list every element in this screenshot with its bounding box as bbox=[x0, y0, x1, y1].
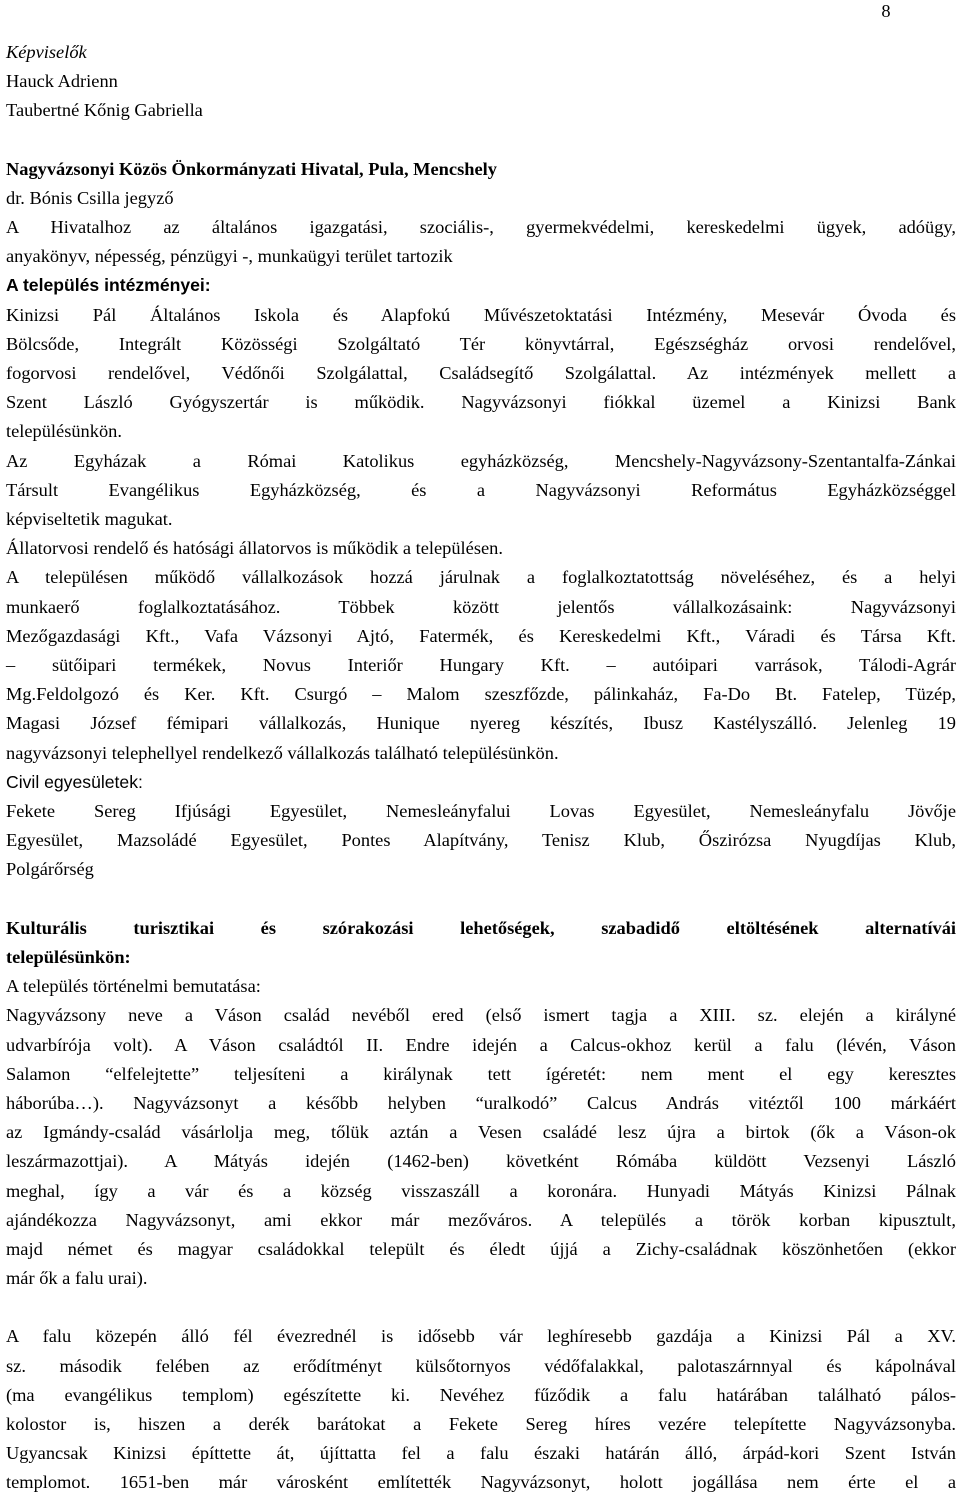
text-line: Társult Evangélikus Egyházközség, és a Nagyvázsonyi Református Egyházközséggel bbox=[6, 479, 956, 500]
text-line: munkaerő foglalkoztatásához. Többek között jelentős vállalkozásaink: Nagyvázsonyi bbox=[6, 596, 956, 617]
heading-intezmenyek: A település intézményei: bbox=[6, 275, 211, 296]
text-line: kolostor is, hiszen a derék barátokat a Fekete Sereg híres vezére telepítette Nagyvázsonyba. bbox=[6, 1413, 956, 1434]
heading-kepviselok: Képviselők bbox=[6, 42, 87, 62]
text-line: (ma evangélikus templom) egészítette ki. Nevéhez fűződik a falu határában található pálos- bbox=[6, 1384, 956, 1405]
text-line: templomot. 1651-ben már városként említették Nagyvázsonyt, holott jogállása nem érte el a bbox=[6, 1472, 956, 1493]
text-line: Magasi József fémipari vállalkozás, Hunique nyereg készítés, Ibusz Kastélyszálló. Jelenleg 19 bbox=[6, 713, 956, 734]
text-line: Állatorvosi rendelő és hatósági állatorvos is működik a településen. bbox=[6, 538, 503, 559]
heading-kulturalis: Kulturális turisztikai és szórakozási lehetőségek, szabadidő eltöltésének alternatívái bbox=[6, 917, 956, 938]
text-line: anyakönyv, népesség, pénzügyi -, munkaügyi terület tartozik bbox=[6, 246, 453, 267]
text-line: – sütőipari termékek, Novus Interiőr Hungary Kft. – autóipari varrások, Tálodi-Agrár bbox=[6, 655, 956, 676]
text-line: A falu közepén álló fél évezrednél is idősebb vár leghíresebb gazdája a Kinizsi Pál a XV. bbox=[6, 1326, 956, 1347]
text-line: sz. második felében az erődítményt külsőtornyos védőfalakkal, palotaszárnnyal és kápolnával bbox=[6, 1355, 956, 1376]
text-line: Polgárőrség bbox=[6, 859, 94, 880]
text-line: A Hivatalhoz az általános igazgatási, szociális-, gyermekvédelmi, kereskedelmi ügyek, adóügy, bbox=[6, 217, 956, 238]
text-line: leszármazottjai). A Mátyás idején (1462-ben) követként Rómába küldött Vezsenyi László bbox=[6, 1151, 956, 1172]
text-line: Mg.Feldolgozó és Ker. Kft. Csurgó – Malom szeszfőzde, pálinkaház, Fa-Do Bt. Fatelep, Tüzép, bbox=[6, 684, 956, 705]
text-line: meghal, így a vár és a község visszaszáll a koronára. Hunyadi Mátyás Kinizsi Pálnak bbox=[6, 1180, 956, 1201]
document-body bbox=[6, 38, 956, 1498]
blank-line bbox=[6, 1293, 956, 1322]
text-line: Nagyvázsony neve a Váson család nevéből ered (első ismert tagja a XIII. sz. elején a királyné bbox=[6, 1005, 956, 1026]
text-line: dr. Bónis Csilla jegyző bbox=[6, 187, 174, 208]
text-line: képviseltetik magukat. bbox=[6, 509, 173, 530]
text-line: udvarbírója volt). A Váson családtól II. Endre idején a Calcus-okhoz kerül a falu (lévén, Váson bbox=[6, 1034, 956, 1055]
text-line: A településen működő vállalkozások hozzá járulnak a foglalkoztatottság növeléséhez, és a helyi bbox=[6, 567, 956, 588]
text-line: majd német és magyar családokkal települt és éledt újjá a Zichy-családnak köszönhetően (ekkor bbox=[6, 1238, 956, 1259]
text-line: az Igmándy-család vásárlolja meg, tőlük aztán a Vesen családé lesz újra a birtok (ők a Váson-ok bbox=[6, 1122, 956, 1143]
text-line: Fekete Sereg Ifjúsági Egyesület, Nemesleányfalui Lovas Egyesület, Nemesleányfalu Jövője bbox=[6, 801, 956, 822]
text-line: Szent László Gyógyszertár is működik. Nagyvázsonyi fiókkal üzemel a Kinizsi Bank bbox=[6, 392, 956, 413]
text-line: háborúba…). Nagyvázsonyt a később helyben “uralkodó” Calcus András vitéztől 100 márkáért bbox=[6, 1092, 956, 1113]
text-line: A település történelmi bemutatása: bbox=[6, 976, 261, 997]
text-line: Mezőgazdasági Kft., Vafa Vázsonyi Ajtó, Fatermék, és Kereskedelmi Kft., Váradi és Társa Kft. bbox=[6, 625, 956, 646]
blank-line bbox=[6, 126, 956, 155]
heading-civil: Civil egyesületek: bbox=[6, 771, 143, 792]
text-line: Taubertné Kőnig Gabriella bbox=[6, 100, 203, 121]
heading-kulturalis-cont: településünkön: bbox=[6, 946, 131, 967]
page-number: 8 bbox=[881, 1, 891, 21]
text-line: Bölcsőde, Integrált Közösségi Szolgáltató Tér könyvtárral, Egészségház orvosi rendelővel, bbox=[6, 333, 956, 354]
text-line: Salamon “elfelejtette” teljesíteni a királynak tett ígéretét: nem ment el egy keresztes bbox=[6, 1063, 956, 1084]
heading-hivatal: Nagyvázsonyi Közös Önkormányzati Hivatal, Pula, Mencshely bbox=[6, 158, 497, 179]
text-line: már ők a falu urai). bbox=[6, 1268, 148, 1289]
text-line: nagyvázsonyi telephellyel rendelkező vállalkozás található településünkön. bbox=[6, 742, 559, 763]
text-line: településünkön. bbox=[6, 421, 122, 442]
text-line: fogorvosi rendelővel, Védőnői Szolgálattal, Családsegítő Szolgálattal. Az intézmények mellett a bbox=[6, 363, 956, 384]
text-line: ajándékozza Nagyvázsonyt, ami ekkor már mezőváros. A település a török korban kipusztult, bbox=[6, 1209, 956, 1230]
text-line: Az Egyházak a Római Katolikus egyházközség, Mencshely-Nagyvázsony-Szentantalfa-Zánkai bbox=[6, 450, 956, 471]
text-line: Egyesület, Mazsoládé Egyesület, Pontes Alapítvány, Tenisz Klub, Őszirózsa Nyugdíjas Klub, bbox=[6, 830, 956, 851]
blank-line bbox=[6, 885, 956, 914]
text-line: Hauck Adrienn bbox=[6, 71, 118, 92]
text-line: Ugyancsak Kinizsi építtette át, újíttatta fel a falu északi határán álló, árpád-kori Szent István bbox=[6, 1443, 956, 1464]
text-line: Kinizsi Pál Általános Iskola és Alapfokú Művészetoktatási Intézmény, Mesevár Óvoda és bbox=[6, 304, 956, 325]
